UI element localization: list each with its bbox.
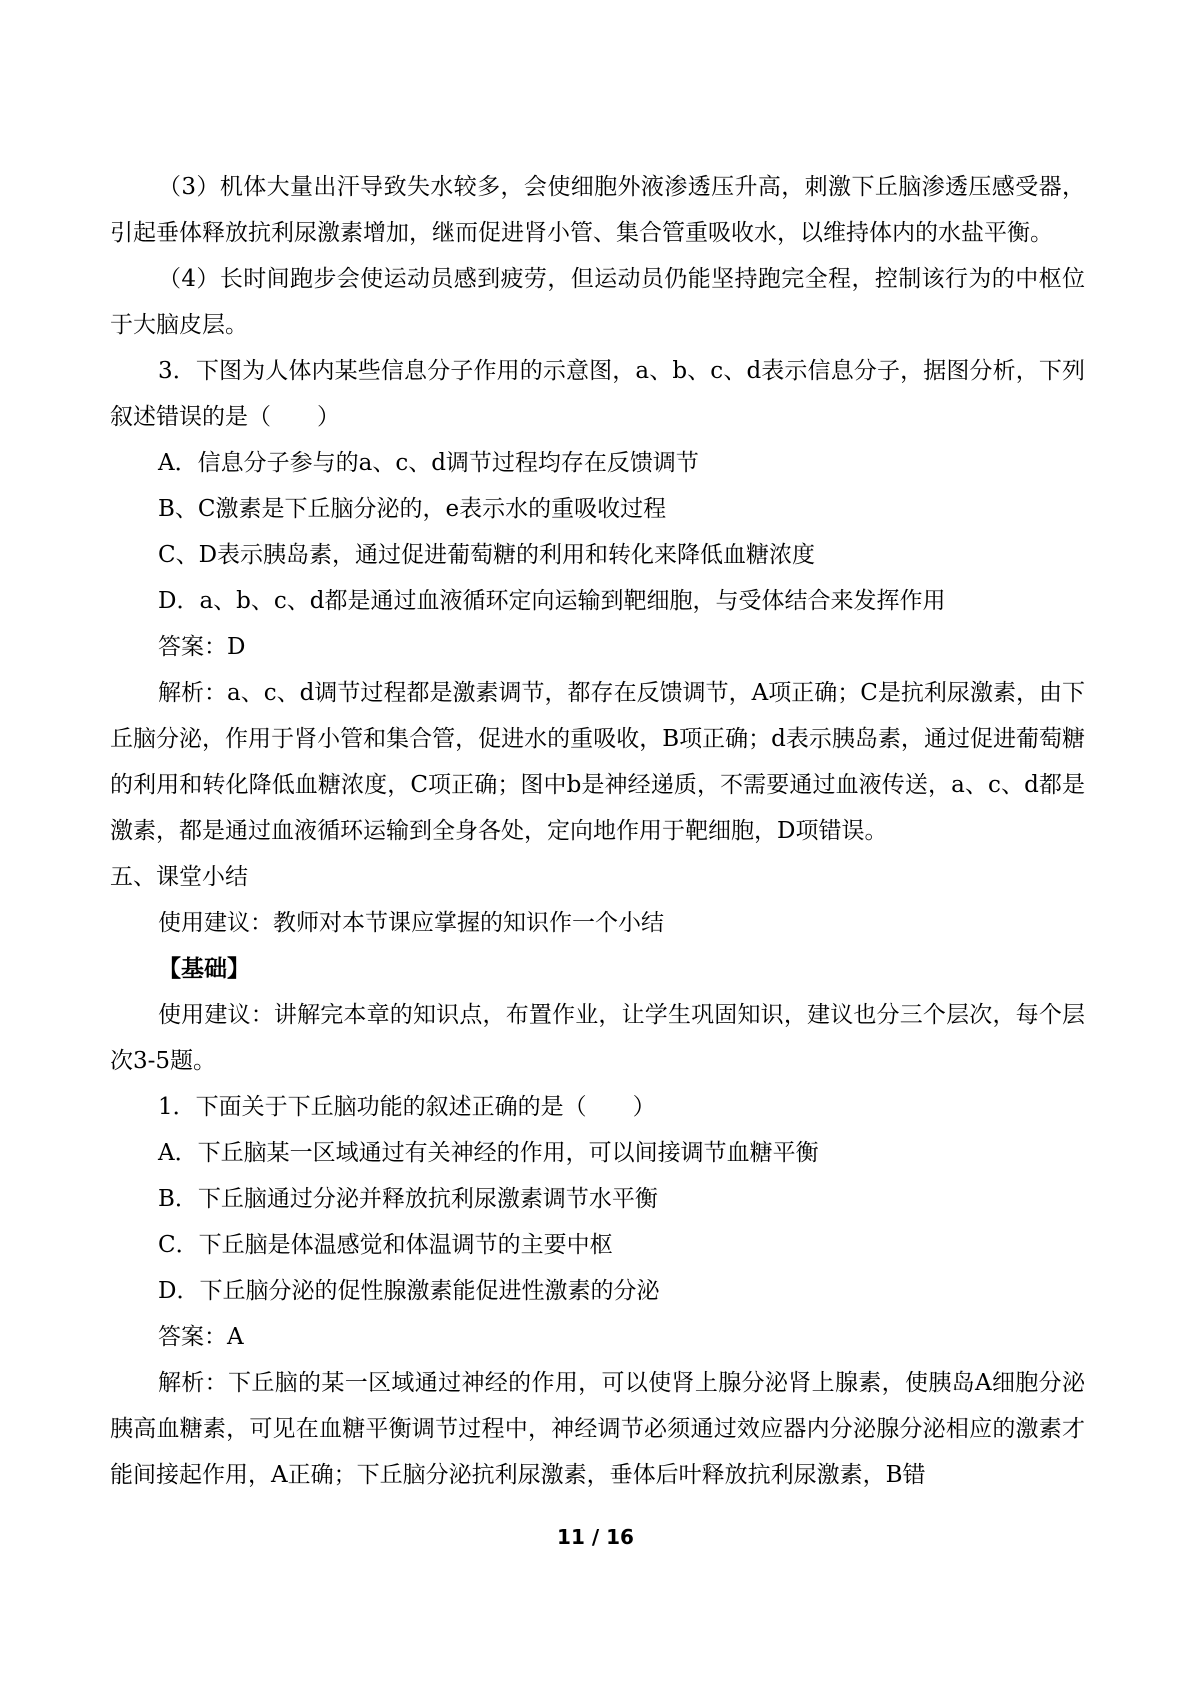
page-content xyxy=(110,164,1085,1498)
question-3-option-c: C、D表示胰岛素，通过促进葡萄糖的利用和转化来降低血糖浓度 xyxy=(158,542,816,568)
page-number: 11 / 16 xyxy=(557,1525,634,1549)
question-3-option-b: B、C激素是下丘脑分泌的，e表示水的重吸收过程 xyxy=(158,496,667,522)
question-3-option-d: D．a、b、c、d都是通过血液循环定向运输到靶细胞，与受体结合来发挥作用 xyxy=(158,588,946,614)
question-3-explanation: 解析：a、c、d调节过程都是激素调节，都存在反馈调节，A项正确；C是抗利尿激素，由下丘脑分泌，作用于肾小管和集合管，促进水的重吸收，B项正确；d表示胰岛素，通过促进葡萄糖的利用和转化降低血糖浓度，C项正确；图中b是神经递质，不需要通过血液传送，a、c、d都是激素，都是通过血液循环运输到全身各处，定向地作用于靶细胞，D项错误。 xyxy=(110,680,1085,844)
paragraph-q2-part3: （3）机体大量出汗导致失水较多，会使细胞外液渗透压升高，刺激下丘脑渗透压感受器，引起垂体释放抗利尿激素增加，继而促进肾小管、集合管重吸收水，以维持体内的水盐平衡。 xyxy=(110,174,1085,246)
exercise-1-answer: 答案：A xyxy=(158,1324,244,1350)
paragraph-q2-part4: （4）长时间跑步会使运动员感到疲劳，但运动员仍能坚持跑完全程，控制该行为的中枢位于大脑皮层。 xyxy=(110,266,1085,338)
exercise-1-option-d: D．下丘脑分泌的促性腺激素能促进性激素的分泌 xyxy=(158,1278,660,1304)
question-3-answer: 答案：D xyxy=(158,634,246,660)
question-3-stem: 3．下图为人体内某些信息分子作用的示意图，a、b、c、d表示信息分子，据图分析，下列叙述错误的是（ ） xyxy=(110,358,1085,430)
question-3-option-a: A．信息分子参与的a、c、d调节过程均存在反馈调节 xyxy=(158,450,699,476)
basic-level-heading: 【基础】 xyxy=(158,955,250,982)
section-heading-summary: 五、课堂小结 xyxy=(110,864,248,890)
exercise-1-explanation: 解析：下丘脑的某一区域通过神经的作用，可以使肾上腺分泌肾上腺素，使胰岛A细胞分泌胰高血糖素，可见在血糖平衡调节过程中，神经调节必须通过效应器内分泌腺分泌相应的激素才能间接起作用，A正确；下丘脑分泌抗利尿激素，垂体后叶释放抗利尿激素，B错 xyxy=(110,1370,1085,1488)
exercise-1-option-b: B．下丘脑通过分泌并释放抗利尿激素调节水平衡 xyxy=(158,1186,658,1212)
exercise-1-option-a: A．下丘脑某一区域通过有关神经的作用，可以间接调节血糖平衡 xyxy=(158,1140,819,1166)
exercise-1-stem: 1．下面关于下丘脑功能的叙述正确的是（ ） xyxy=(158,1094,656,1120)
summary-suggestion: 使用建议：教师对本节课应掌握的知识作一个小结 xyxy=(158,910,664,936)
homework-suggestion: 使用建议：讲解完本章的知识点，布置作业，让学生巩固知识，建议也分三个层次，每个层次3-5题。 xyxy=(110,1002,1085,1074)
exercise-1-option-c: C．下丘脑是体温感觉和体温调节的主要中枢 xyxy=(158,1232,613,1258)
